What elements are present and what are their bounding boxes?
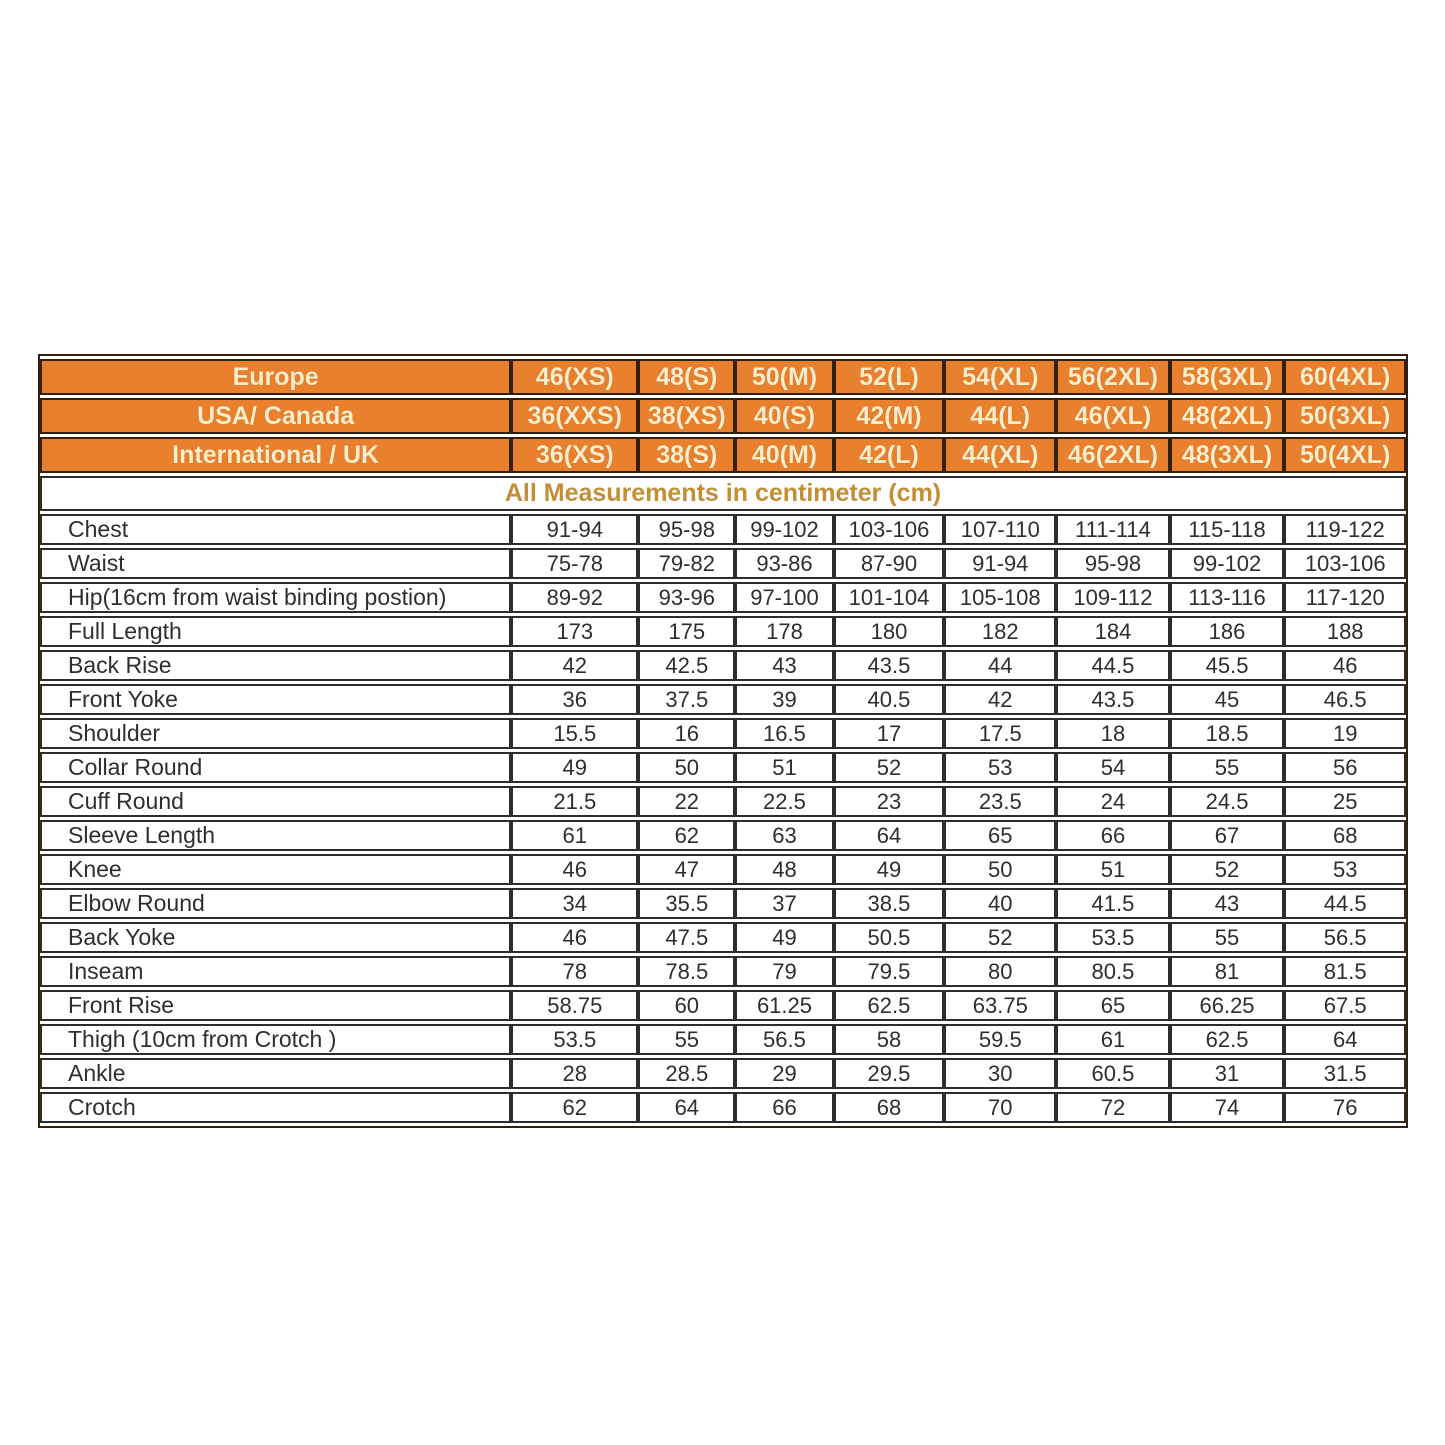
measurement-value: 93-86	[735, 548, 833, 579]
measurement-value: 21.5	[511, 786, 638, 817]
table-row	[40, 990, 1406, 1021]
size-cell: 36(XS)	[511, 437, 638, 473]
measurement-value: 16	[638, 718, 735, 749]
measurement-value: 180	[834, 616, 945, 647]
measurement-unit-row	[40, 476, 1406, 511]
measurement-value: 30	[944, 1058, 1056, 1089]
measurement-value: 43.5	[834, 650, 945, 681]
measurement-value: 34	[511, 888, 638, 919]
measurement-value: 18.5	[1170, 718, 1285, 749]
measurement-label: Full Length	[40, 616, 511, 647]
measurement-value: 107-110	[944, 514, 1056, 545]
table-row	[40, 582, 1406, 613]
table-row	[40, 1092, 1406, 1123]
measurement-value: 55	[638, 1024, 735, 1055]
measurement-value: 38.5	[834, 888, 945, 919]
measurement-value: 23	[834, 786, 945, 817]
measurement-value: 58.75	[511, 990, 638, 1021]
size-cell: 36(XXS)	[511, 398, 638, 434]
size-cell: 50(M)	[735, 359, 833, 395]
measurement-value: 65	[1056, 990, 1169, 1021]
measurement-value: 48	[735, 854, 833, 885]
measurement-value: 42	[944, 684, 1056, 715]
measurement-value: 95-98	[1056, 548, 1169, 579]
measurement-value: 23.5	[944, 786, 1056, 817]
table-row	[40, 548, 1406, 579]
measurement-value: 49	[511, 752, 638, 783]
measurement-value: 37.5	[638, 684, 735, 715]
measurement-value: 95-98	[638, 514, 735, 545]
size-cell: 50(3XL)	[1284, 398, 1406, 434]
measurement-value: 117-120	[1284, 582, 1406, 613]
size-cell: 44(XL)	[944, 437, 1056, 473]
measurement-value: 75-78	[511, 548, 638, 579]
measurement-value: 93-96	[638, 582, 735, 613]
size-cell: 40(S)	[735, 398, 833, 434]
measurement-value: 47.5	[638, 922, 735, 953]
size-cell: 42(M)	[834, 398, 945, 434]
measurement-value: 28	[511, 1058, 638, 1089]
measurement-value: 184	[1056, 616, 1169, 647]
measurement-value: 79	[735, 956, 833, 987]
measurement-value: 109-112	[1056, 582, 1169, 613]
measurement-value: 51	[735, 752, 833, 783]
measurement-value: 182	[944, 616, 1056, 647]
measurement-value: 68	[834, 1092, 945, 1123]
measurement-value: 186	[1170, 616, 1285, 647]
measurement-value: 44.5	[1284, 888, 1406, 919]
measurement-value: 72	[1056, 1092, 1169, 1123]
table-row	[40, 956, 1406, 987]
measurement-label: Ankle	[40, 1058, 511, 1089]
size-chart-table	[40, 356, 1406, 1126]
measurement-value: 87-90	[834, 548, 945, 579]
measurement-label: Back Rise	[40, 650, 511, 681]
table-row	[40, 616, 1406, 647]
measurement-value: 111-114	[1056, 514, 1169, 545]
measurement-value: 28.5	[638, 1058, 735, 1089]
size-cell: 42(L)	[834, 437, 945, 473]
measurement-value: 37	[735, 888, 833, 919]
measurement-value: 29	[735, 1058, 833, 1089]
measurement-value: 45	[1170, 684, 1285, 715]
size-cell: 46(2XL)	[1056, 437, 1169, 473]
measurement-value: 97-100	[735, 582, 833, 613]
measurement-value: 64	[834, 820, 945, 851]
measurement-value: 105-108	[944, 582, 1056, 613]
size-system-label: USA/ Canada	[40, 398, 511, 434]
measurement-value: 46.5	[1284, 684, 1406, 715]
measurement-value: 99-102	[735, 514, 833, 545]
measurement-value: 54	[1056, 752, 1169, 783]
measurement-label: Thigh (10cm from Crotch )	[40, 1024, 511, 1055]
table-row	[40, 888, 1406, 919]
measurement-value: 55	[1170, 752, 1285, 783]
size-system-label: International / UK	[40, 437, 511, 473]
size-cell: 48(2XL)	[1170, 398, 1285, 434]
measurement-value: 49	[735, 922, 833, 953]
measurement-value: 61	[1056, 1024, 1169, 1055]
measurement-label: Front Rise	[40, 990, 511, 1021]
measurement-value: 60.5	[1056, 1058, 1169, 1089]
size-system-row	[40, 437, 1406, 473]
table-row	[40, 820, 1406, 851]
measurement-label: Inseam	[40, 956, 511, 987]
measurement-value: 31.5	[1284, 1058, 1406, 1089]
table-row	[40, 650, 1406, 681]
measurement-label: Front Yoke	[40, 684, 511, 715]
measurement-value: 40	[944, 888, 1056, 919]
measurement-value: 58	[834, 1024, 945, 1055]
measurement-value: 18	[1056, 718, 1169, 749]
measurement-value: 78	[511, 956, 638, 987]
table-row	[40, 1024, 1406, 1055]
measurement-label: Chest	[40, 514, 511, 545]
size-cell: 56(2XL)	[1056, 359, 1169, 395]
measurement-value: 178	[735, 616, 833, 647]
measurement-value: 17	[834, 718, 945, 749]
measurement-value: 51	[1056, 854, 1169, 885]
table-row	[40, 684, 1406, 715]
measurement-value: 29.5	[834, 1058, 945, 1089]
size-cell: 46(XL)	[1056, 398, 1169, 434]
measurement-value: 60	[638, 990, 735, 1021]
measurement-label: Hip(16cm from waist binding postion)	[40, 582, 511, 613]
measurement-value: 24	[1056, 786, 1169, 817]
measurement-value: 40.5	[834, 684, 945, 715]
measurement-value: 64	[638, 1092, 735, 1123]
measurement-value: 173	[511, 616, 638, 647]
measurement-value: 103-106	[834, 514, 945, 545]
measurement-value: 50	[944, 854, 1056, 885]
table-row	[40, 514, 1406, 545]
measurement-value: 53	[944, 752, 1056, 783]
measurement-label: Elbow Round	[40, 888, 511, 919]
measurement-value: 99-102	[1170, 548, 1285, 579]
table-row	[40, 752, 1406, 783]
size-system-row	[40, 359, 1406, 395]
measurement-value: 56	[1284, 752, 1406, 783]
table-row	[40, 854, 1406, 885]
measurement-value: 42	[511, 650, 638, 681]
size-cell: 48(S)	[638, 359, 735, 395]
measurement-value: 101-104	[834, 582, 945, 613]
measurement-label: Knee	[40, 854, 511, 885]
measurement-value: 52	[944, 922, 1056, 953]
size-system-row	[40, 398, 1406, 434]
measurement-value: 113-116	[1170, 582, 1285, 613]
table-row	[40, 786, 1406, 817]
measurement-value: 46	[1284, 650, 1406, 681]
measurement-value: 42.5	[638, 650, 735, 681]
measurement-value: 62	[638, 820, 735, 851]
size-cell: 48(3XL)	[1170, 437, 1285, 473]
measurement-value: 67.5	[1284, 990, 1406, 1021]
measurement-value: 53.5	[1056, 922, 1169, 953]
table-row	[40, 1058, 1406, 1089]
measurement-value: 66	[1056, 820, 1169, 851]
measurement-value: 81	[1170, 956, 1285, 987]
measurement-value: 63.75	[944, 990, 1056, 1021]
size-cell: 58(3XL)	[1170, 359, 1285, 395]
measurement-value: 68	[1284, 820, 1406, 851]
measurement-value: 70	[944, 1092, 1056, 1123]
measurement-label: Crotch	[40, 1092, 511, 1123]
measurement-value: 80.5	[1056, 956, 1169, 987]
measurement-value: 55	[1170, 922, 1285, 953]
measurement-value: 31	[1170, 1058, 1285, 1089]
size-cell: 38(S)	[638, 437, 735, 473]
measurement-value: 63	[735, 820, 833, 851]
measurement-value: 64	[1284, 1024, 1406, 1055]
measurement-value: 62.5	[1170, 1024, 1285, 1055]
measurement-value: 49	[834, 854, 945, 885]
measurement-value: 44.5	[1056, 650, 1169, 681]
measurement-value: 46	[511, 854, 638, 885]
measurement-value: 25	[1284, 786, 1406, 817]
measurement-value: 91-94	[511, 514, 638, 545]
measurement-value: 44	[944, 650, 1056, 681]
measurement-value: 81.5	[1284, 956, 1406, 987]
measurement-value: 53	[1284, 854, 1406, 885]
measurement-value: 61.25	[735, 990, 833, 1021]
measurement-value: 59.5	[944, 1024, 1056, 1055]
measurement-value: 52	[1170, 854, 1285, 885]
measurement-value: 17.5	[944, 718, 1056, 749]
measurement-value: 35.5	[638, 888, 735, 919]
measurement-value: 78.5	[638, 956, 735, 987]
table-row	[40, 922, 1406, 953]
measurement-value: 91-94	[944, 548, 1056, 579]
measurement-label: Waist	[40, 548, 511, 579]
measurement-value: 41.5	[1056, 888, 1169, 919]
measurement-value: 62	[511, 1092, 638, 1123]
size-cell: 40(M)	[735, 437, 833, 473]
measurement-value: 36	[511, 684, 638, 715]
measurement-value: 65	[944, 820, 1056, 851]
measurement-value: 22.5	[735, 786, 833, 817]
measurement-value: 24.5	[1170, 786, 1285, 817]
measurement-value: 50.5	[834, 922, 945, 953]
measurement-body	[40, 514, 1406, 1123]
measurement-label: Sleeve Length	[40, 820, 511, 851]
size-cell: 46(XS)	[511, 359, 638, 395]
size-cell: 38(XS)	[638, 398, 735, 434]
measurement-label: Back Yoke	[40, 922, 511, 953]
size-cell: 50(4XL)	[1284, 437, 1406, 473]
measurement-value: 66.25	[1170, 990, 1285, 1021]
measurement-value: 47	[638, 854, 735, 885]
measurement-value: 22	[638, 786, 735, 817]
measurement-value: 45.5	[1170, 650, 1285, 681]
measurement-label: Shoulder	[40, 718, 511, 749]
measurement-value: 43	[735, 650, 833, 681]
measurement-value: 80	[944, 956, 1056, 987]
size-system-header	[40, 359, 1406, 511]
size-cell: 44(L)	[944, 398, 1056, 434]
measurement-value: 53.5	[511, 1024, 638, 1055]
measurement-value: 39	[735, 684, 833, 715]
measurement-value: 16.5	[735, 718, 833, 749]
measurement-value: 175	[638, 616, 735, 647]
measurement-value: 89-92	[511, 582, 638, 613]
measurement-value: 56.5	[1284, 922, 1406, 953]
measurement-value: 74	[1170, 1092, 1285, 1123]
size-cell: 54(XL)	[944, 359, 1056, 395]
measurement-value: 103-106	[1284, 548, 1406, 579]
measurement-value: 56.5	[735, 1024, 833, 1055]
measurement-value: 62.5	[834, 990, 945, 1021]
measurement-value: 76	[1284, 1092, 1406, 1123]
measurement-value: 119-122	[1284, 514, 1406, 545]
measurement-value: 188	[1284, 616, 1406, 647]
size-chart-frame	[38, 354, 1408, 1128]
measurement-value: 43.5	[1056, 684, 1169, 715]
measurement-value: 52	[834, 752, 945, 783]
size-cell: 52(L)	[834, 359, 945, 395]
measurement-value: 46	[511, 922, 638, 953]
measurement-label: Collar Round	[40, 752, 511, 783]
measurement-value: 50	[638, 752, 735, 783]
measurement-value: 19	[1284, 718, 1406, 749]
measurement-value: 66	[735, 1092, 833, 1123]
size-cell: 60(4XL)	[1284, 359, 1406, 395]
size-system-label: Europe	[40, 359, 511, 395]
measurement-value: 15.5	[511, 718, 638, 749]
measurement-value: 67	[1170, 820, 1285, 851]
measurement-value: 79-82	[638, 548, 735, 579]
measurement-value: 43	[1170, 888, 1285, 919]
measurement-label: Cuff Round	[40, 786, 511, 817]
measurement-unit-note: All Measurements in centimeter (cm)	[40, 476, 1406, 511]
measurement-value: 61	[511, 820, 638, 851]
measurement-value: 115-118	[1170, 514, 1285, 545]
table-row	[40, 718, 1406, 749]
measurement-value: 79.5	[834, 956, 945, 987]
